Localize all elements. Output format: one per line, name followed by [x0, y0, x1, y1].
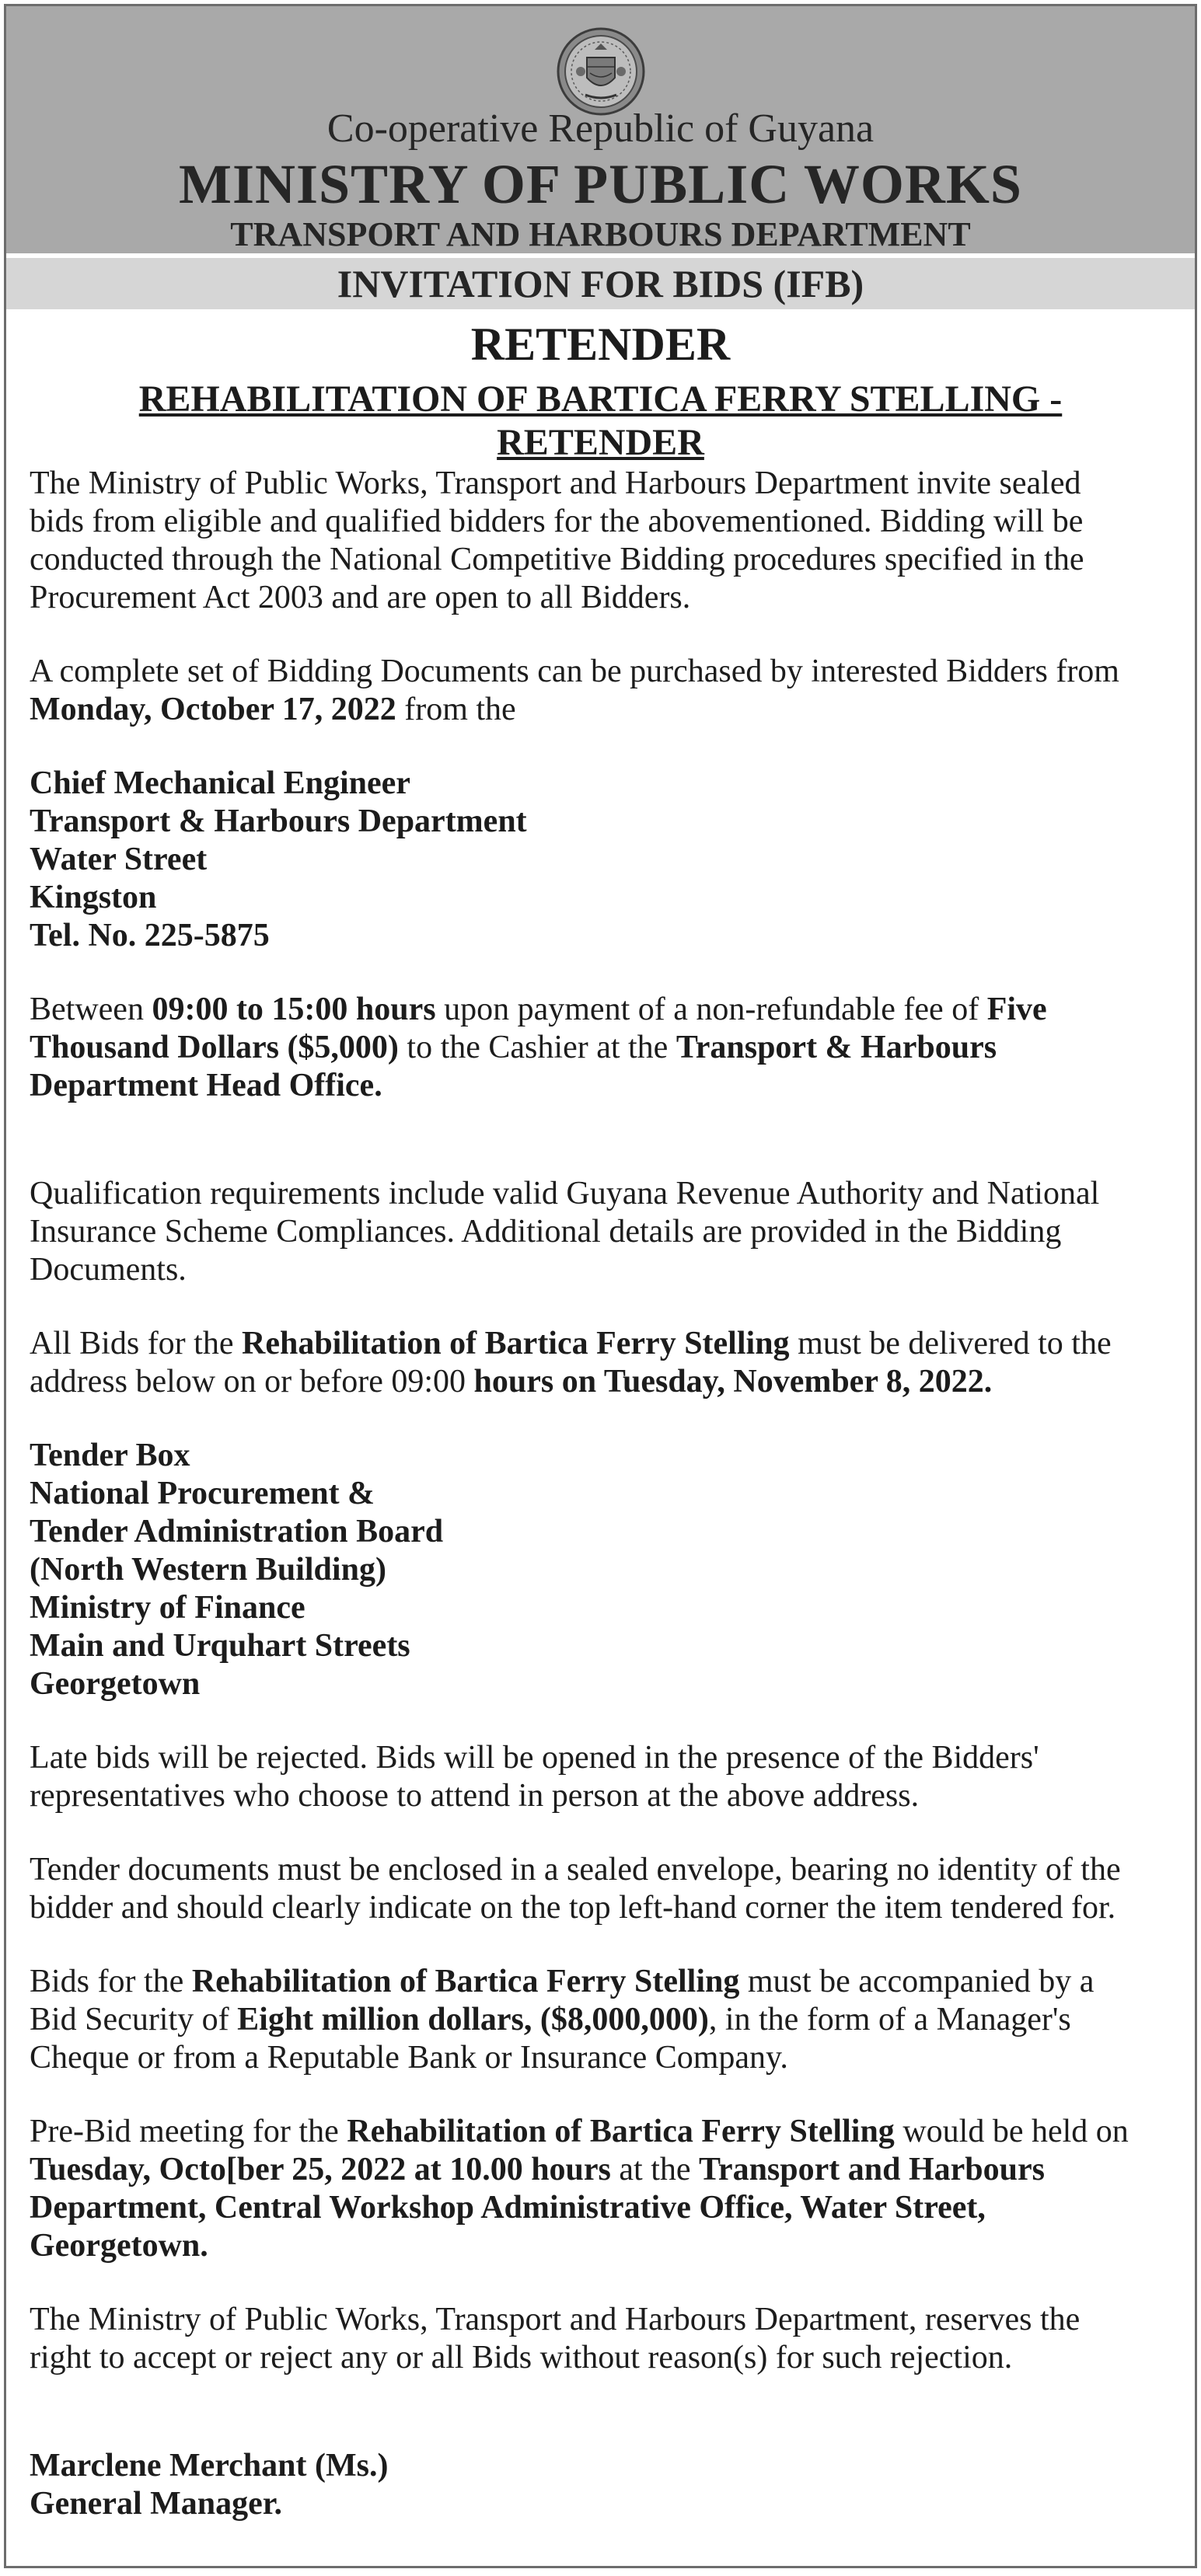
delivery-paragraph: [30, 1325, 1195, 1401]
tender-box-line: Tender Administration Board: [30, 1514, 444, 1549]
prebid-venue: Georgetown.: [30, 2228, 208, 2264]
signatory-name: Marclene Merchant (Ms.): [30, 2448, 389, 2484]
qualification-line: Qualification requirements include valid Guyana Revenue Authority and National: [30, 1176, 1100, 1211]
security-project: Rehabilitation of Bartica Ferry Stelling: [191, 1964, 740, 1999]
tender-box-line: Tender Box: [30, 1438, 190, 1473]
contact-line: Water Street: [30, 842, 208, 877]
prebid-project: Rehabilitation of Bartica Ferry Stelling: [347, 2114, 895, 2149]
payment-text: upon payment of a non-refundable fee of: [435, 992, 987, 1027]
signature-block: [30, 2447, 1195, 2523]
purchase-date-line: [30, 691, 1195, 729]
contact-line: Chief Mechanical Engineer: [30, 765, 410, 801]
department-name: TRANSPORT AND HARBOURS DEPARTMENT: [230, 215, 971, 253]
prebid-text: would be held on: [894, 2114, 1129, 2149]
ministry-name: MINISTRY OF PUBLIC WORKS: [179, 153, 1022, 215]
security-text: Bid Security of: [30, 2002, 238, 2037]
purchase-from: from the: [396, 692, 516, 727]
prebid-text: at the: [610, 2152, 700, 2187]
security-text: must be accompanied by a: [739, 1964, 1095, 1999]
security-paragraph: [30, 1963, 1195, 2077]
qualification-line: Documents.: [30, 1252, 187, 1288]
purchase-paragraph: [30, 653, 1195, 729]
late-bids-paragraph: [30, 1739, 1195, 1815]
purchase-date: Monday, October 17, 2022: [30, 692, 396, 727]
qualification-line: Insurance Scheme Compliances. Additional details are provided in the Bidding: [30, 1214, 1062, 1250]
delivery-line: [30, 1325, 1195, 1363]
tender-box-line: Main and Urquhart Streets: [30, 1628, 410, 1664]
prebid-paragraph: [30, 2113, 1195, 2265]
coat-of-arms-seal-icon: [556, 26, 646, 117]
late-bids-line: Late bids will be rejected. Bids will be opened in the presence of the Bidders': [30, 1740, 1039, 1776]
envelope-paragraph: [30, 1851, 1195, 1927]
prebid-line: [30, 2151, 1195, 2189]
tender-box-line: National Procurement &: [30, 1476, 375, 1511]
payment-hours: 09:00 to 15:00 hours: [152, 992, 436, 1027]
contact-line: Transport & Harbours Department: [30, 803, 527, 839]
prebid-venue: Department, Central Workshop Administrative Office, Water Street,: [30, 2190, 986, 2226]
tender-box-line: (North Western Building): [30, 1552, 386, 1588]
notice-page: [4, 4, 1197, 2568]
header-band: [6, 6, 1195, 253]
delivery-text: must be delivered to the: [789, 1326, 1112, 1361]
envelope-line: bidder and should clearly indicate on the top left-hand corner the item tendered for.: [30, 1890, 1116, 1926]
project-title: [68, 378, 1133, 465]
security-amount: Eight million dollars, ($8,000,000): [237, 2002, 709, 2037]
signatory-title: General Manager.: [30, 2486, 283, 2522]
intro-line: bids from eligible and qualified bidders for the abovementioned. Bidding will be: [30, 504, 1084, 539]
payment-text: to the Cashier at the: [398, 1030, 676, 1065]
project-title-line-1: REHABILITATION OF BARTICA FERRY STELLING -: [138, 378, 1063, 420]
retender-title: RETENDER: [470, 319, 731, 370]
security-text: , in the form of a Manager's: [708, 2002, 1071, 2037]
security-line: Cheque or from a Reputable Bank or Insurance Company.: [30, 2040, 788, 2076]
delivery-text: address below on or before 09:00: [30, 1364, 474, 1400]
intro-line: Procurement Act 2003 and are open to all Bidders.: [30, 580, 691, 615]
intro-line: conducted through the National Competitive Bidding procedures specified in the: [30, 542, 1084, 577]
delivery-text: All Bids for the: [30, 1326, 242, 1361]
purchase-line: A complete set of Bidding Documents can be purchased by interested Bidders from: [30, 654, 1119, 689]
prebid-datetime: Tuesday, Octo[ber 25, 2022 at 10.00 hours: [30, 2152, 611, 2187]
tender-box-address: [30, 1437, 1195, 1703]
contact-line: Kingston: [30, 880, 157, 915]
reservation-paragraph: [30, 2301, 1195, 2377]
notice-body: [6, 465, 1195, 2523]
contact-address: [30, 765, 1195, 955]
payment-office: Department Head Office.: [30, 1068, 382, 1103]
contact-phone: Tel. No. 225-5875: [30, 918, 270, 953]
prebid-venue: Transport and Harbours: [699, 2152, 1045, 2187]
payment-paragraph: [30, 991, 1195, 1105]
payment-line: [30, 991, 1195, 1029]
payment-office: Transport & Harbours: [676, 1030, 997, 1065]
intro-paragraph: [30, 465, 1195, 617]
intro-line: The Ministry of Public Works, Transport and Harbours Department invite sealed: [30, 465, 1081, 501]
tender-box-line: Ministry of Finance: [30, 1590, 305, 1626]
security-line: [30, 2001, 1195, 2039]
security-text: Bids for the: [30, 1964, 192, 1999]
envelope-line: Tender documents must be enclosed in a sealed envelope, bearing no identity of the: [30, 1852, 1121, 1888]
payment-text: Between: [30, 992, 152, 1027]
prebid-line: [30, 2113, 1195, 2151]
delivery-line: [30, 1363, 1195, 1401]
tender-box-line: Georgetown: [30, 1666, 201, 1702]
security-line: [30, 1963, 1195, 2001]
prebid-text: Pre-Bid meeting for the: [30, 2114, 347, 2149]
payment-line: [30, 1029, 1195, 1067]
payment-fee: Thousand Dollars ($5,000): [30, 1030, 399, 1065]
qualification-paragraph: [30, 1175, 1195, 1289]
delivery-deadline: hours on Tuesday, November 8, 2022.: [473, 1364, 993, 1400]
reservation-line: The Ministry of Public Works, Transport and Harbours Department, reserves the: [30, 2302, 1081, 2337]
delivery-project: Rehabilitation of Bartica Ferry Stelling: [241, 1326, 790, 1361]
project-title-line-2: RETENDER: [497, 422, 704, 463]
ifb-heading: INVITATION FOR BIDS (IFB): [6, 258, 1195, 309]
late-bids-line: representatives who choose to attend in person at the above address.: [30, 1778, 920, 1814]
payment-fee: Five: [986, 992, 1047, 1027]
reservation-line: right to accept or reject any or all Bids without reason(s) for such rejection.: [30, 2340, 1013, 2376]
country-name: Co-operative Republic of Guyana: [326, 106, 875, 151]
